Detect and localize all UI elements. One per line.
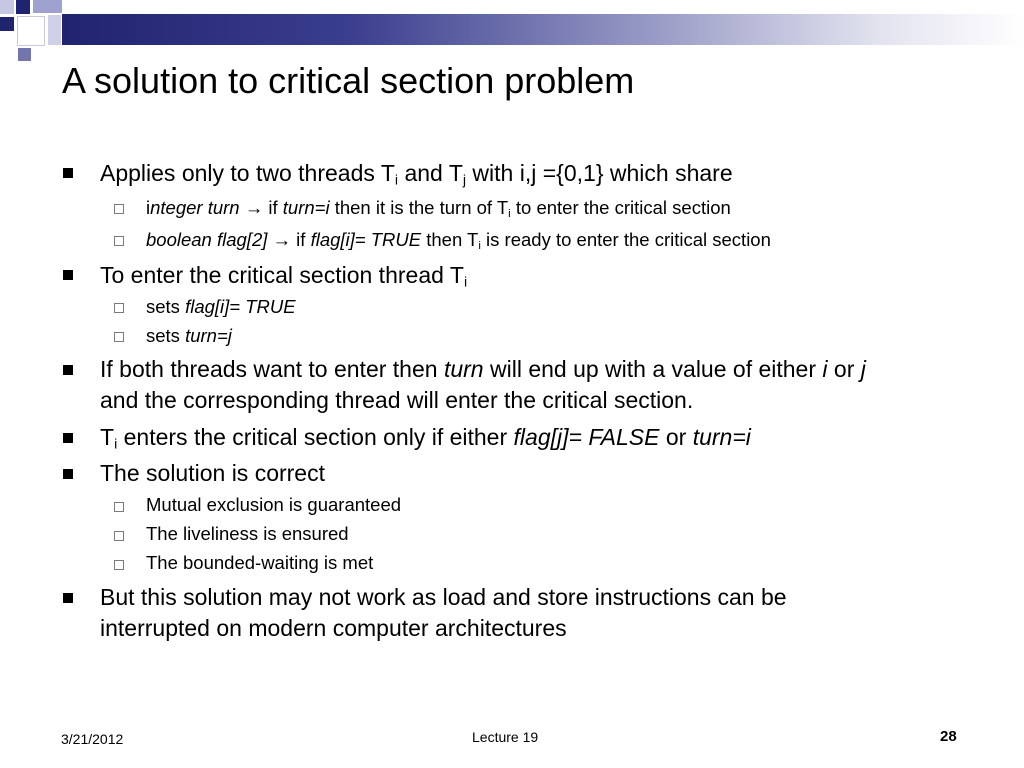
bullet-item	[100, 582, 787, 613]
bullet-text: To enter the critical section thread T	[100, 262, 464, 288]
bullet-text-italic: i	[822, 356, 828, 382]
bullet-square-icon	[63, 168, 73, 178]
bullet-item	[100, 260, 467, 291]
decor-square	[48, 15, 61, 45]
sub-bullet-item	[146, 227, 771, 253]
footer-date: 3/21/2012	[61, 731, 124, 747]
bullet-text-italic: turn=i	[692, 424, 751, 450]
bullet-text: and the corresponding thread will enter the critical section.	[100, 387, 694, 413]
sub-bullet-box-icon	[114, 531, 124, 541]
header-gradient-bar	[62, 14, 1024, 45]
bullet-text: or	[827, 356, 861, 382]
subscript: i	[114, 436, 118, 453]
subscript: i	[463, 274, 468, 291]
sub-text-italic: turn=i	[282, 197, 330, 218]
sub-bullet-item	[146, 550, 373, 576]
bullet-item	[100, 354, 866, 385]
sub-text: → if	[239, 197, 283, 218]
bullet-text: with i,j ={0,1} which share	[466, 160, 733, 186]
sub-text: to enter the critical section	[510, 197, 731, 218]
subscript: j	[462, 172, 467, 189]
sub-text: The bounded-waiting is met	[146, 552, 374, 573]
bullet-item-continued	[100, 385, 693, 416]
bullet-text: will end up with a value of either	[483, 356, 823, 382]
sub-bullet-box-icon	[114, 204, 124, 214]
sub-bullet-box-icon	[114, 502, 124, 512]
sub-bullet-item	[146, 294, 296, 320]
bullet-text: interrupted on modern computer architectures	[100, 615, 567, 641]
sub-text: then it is the turn of T	[329, 197, 509, 218]
bullet-square-icon	[63, 469, 73, 479]
bullet-text-italic: j	[860, 356, 866, 382]
sub-text-italic: flag[i]= TRUE	[310, 229, 422, 250]
bullet-text: T	[100, 424, 115, 450]
bullet-square-icon	[63, 270, 73, 280]
bullet-text: or	[659, 424, 693, 450]
footer-lecture: Lecture 19	[472, 729, 539, 745]
bullet-item	[100, 158, 733, 189]
sub-bullet-item	[146, 492, 401, 518]
decor-square	[0, 0, 14, 14]
sub-text: then T	[421, 229, 479, 250]
bullet-square-icon	[63, 365, 73, 375]
sub-text: sets	[146, 296, 186, 317]
subscript: i	[394, 172, 399, 189]
sub-bullet-item	[146, 195, 731, 221]
decor-square	[17, 16, 45, 46]
sub-text: is ready to enter the critical section	[480, 229, 771, 250]
bullet-text: The solution is correct	[100, 460, 325, 486]
sub-bullet-item	[146, 521, 349, 547]
bullet-text: If both threads want to enter then	[100, 356, 444, 382]
bullet-item	[100, 458, 325, 489]
sub-bullet-box-icon	[114, 332, 124, 342]
sub-text-italic: boolean flag[2]	[146, 229, 268, 250]
sub-text: → if	[267, 229, 311, 250]
sub-text: sets	[146, 325, 186, 346]
sub-text-italic: turn=j	[185, 325, 232, 346]
bullet-item	[100, 422, 751, 453]
bullet-text: enters the critical section only if either	[117, 424, 514, 450]
page-number: 28	[940, 728, 957, 745]
sub-bullet-box-icon	[114, 236, 124, 246]
subscript: i	[508, 207, 511, 220]
slide-title: A solution to critical section problem	[62, 60, 635, 101]
bullet-square-icon	[63, 433, 73, 443]
sub-text: i	[146, 197, 151, 218]
sub-bullet-item	[146, 323, 232, 349]
bullet-text: Applies only to two threads T	[100, 160, 395, 186]
sub-text-italic: flag[i]= TRUE	[185, 296, 296, 317]
sub-bullet-box-icon	[114, 303, 124, 313]
sub-text: The liveliness is ensured	[146, 523, 349, 544]
decor-square	[33, 0, 62, 13]
sub-text-italic: nteger turn	[150, 197, 240, 218]
bullet-text: and T	[398, 160, 463, 186]
decor-square	[18, 48, 31, 61]
subscript: i	[478, 239, 481, 252]
sub-bullet-box-icon	[114, 560, 124, 570]
decor-square	[0, 17, 14, 31]
bullet-item-continued	[100, 613, 567, 644]
decor-square	[16, 0, 30, 14]
bullet-text-italic: flag[j]= FALSE	[513, 424, 660, 450]
bullet-text: But this solution may not work as load and store instructions can be	[100, 584, 787, 610]
sub-text: Mutual exclusion is guaranteed	[146, 494, 402, 515]
bullet-square-icon	[63, 593, 73, 603]
bullet-text-italic: turn	[443, 356, 484, 382]
